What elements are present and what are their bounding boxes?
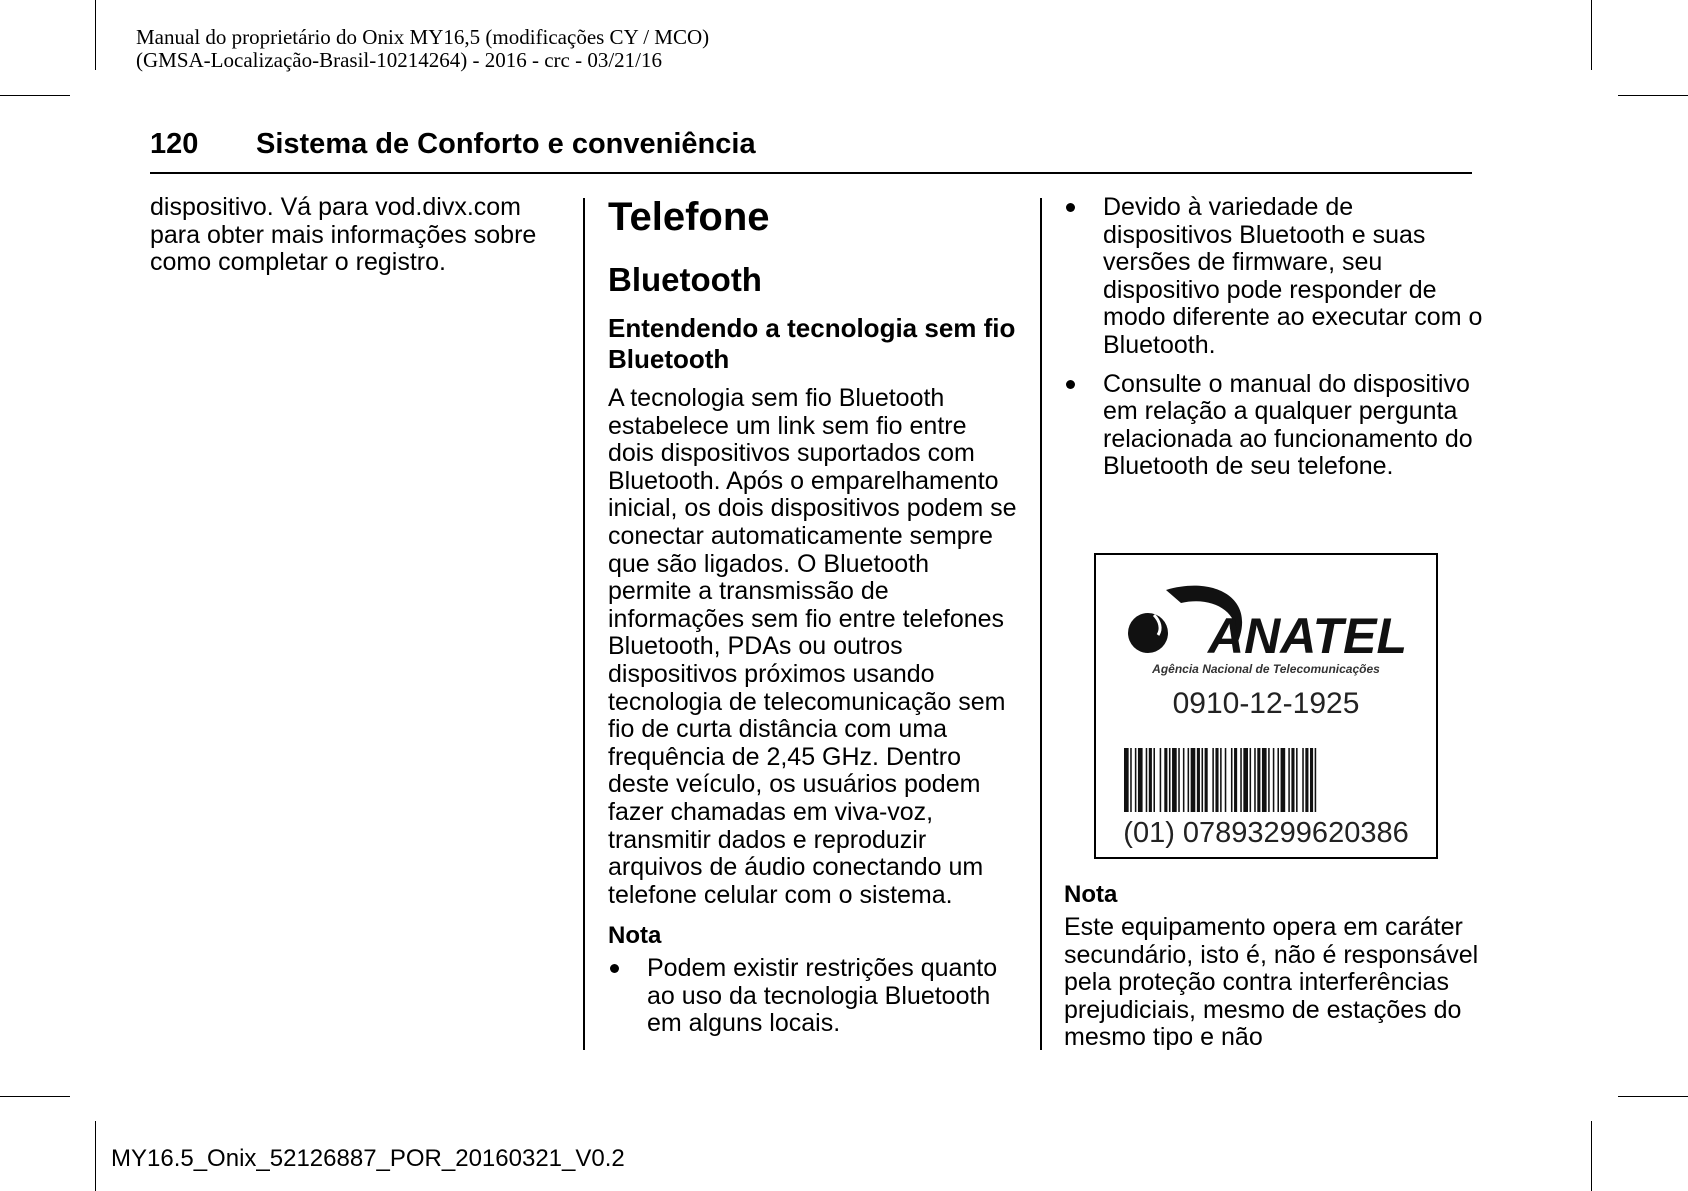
note-label: Nota	[608, 922, 662, 950]
barcode-bar	[1257, 748, 1260, 812]
section-heading: Bluetooth	[608, 261, 762, 298]
barcode-bar	[1169, 748, 1171, 812]
crop-mark	[1591, 0, 1592, 70]
barcode-bar	[1205, 748, 1208, 812]
barcode-bar	[1172, 748, 1177, 812]
crop-mark	[95, 0, 96, 70]
barcode-bar	[1254, 748, 1256, 812]
crop-mark	[0, 1096, 70, 1097]
barcode-bar	[1212, 748, 1214, 812]
barcode-bar	[1262, 748, 1267, 812]
section-title: Sistema de Conforto e conveniência	[256, 128, 756, 160]
note-label: Nota	[1064, 881, 1118, 908]
barcode-bar	[1202, 748, 1204, 812]
barcode-bar	[1183, 748, 1185, 812]
column-2	[608, 194, 1018, 1049]
note-paragraph: Este equipamento opera em caráter secundário, isto é, não é responsável pela proteção contra interferências prejudiciais, mesmo de estações do mesmo tipo e não	[1064, 913, 1479, 1052]
barcode-bar	[1164, 748, 1167, 812]
barcode-bar	[1291, 748, 1294, 812]
crop-mark	[95, 1121, 96, 1191]
barcode-bar	[1250, 748, 1252, 812]
anatel-label	[1094, 553, 1438, 859]
page-number: 120	[150, 128, 199, 160]
column-1	[150, 194, 550, 277]
barcode-bar	[1138, 748, 1143, 812]
anatel-label-figure	[1064, 540, 1478, 870]
barcode-bar	[1149, 748, 1152, 812]
barcode-bar	[1191, 748, 1196, 812]
barcode-bar	[1288, 748, 1290, 812]
barcode-bar	[1234, 748, 1237, 812]
column-divider	[583, 198, 585, 1050]
chapter-title: Telefone	[608, 195, 770, 239]
note-bullet-list	[608, 955, 1018, 1038]
barcode-bar	[1315, 748, 1317, 812]
anatel-circle-icon	[1128, 613, 1168, 653]
list-item: Consulte o manual do dispositivo em relação a qualquer pergunta relacionada ao funcionamento do Bluetooth de seu telefone.	[1064, 371, 1484, 481]
list-item: Devido à variedade de dispositivos Bluetooth e suas versões de firmware, seu dispositivo pode responder de modo diferente ao executar com o Bluetooth.	[1064, 194, 1484, 360]
barcode-bar	[1231, 748, 1233, 812]
barcode-bar	[1240, 748, 1242, 812]
print-header	[136, 26, 709, 72]
barcode-bar	[1225, 748, 1227, 812]
crop-mark	[1618, 1096, 1688, 1097]
print-header-line1: Manual do proprietário do Onix MY16,5 (modificações CY / MCO)	[136, 25, 710, 49]
continuation-paragraph: dispositivo. Vá para vod.divx.com para obter mais informações sobre como completar o registro.	[150, 193, 537, 277]
barcode-bar	[1243, 748, 1248, 812]
barcode-bar	[1277, 748, 1279, 812]
column-3-note	[1064, 880, 1484, 1052]
body-paragraph: A tecnologia sem fio Bluetooth estabelece um link sem fio entre dois dispositivos suportados com Bluetooth. Após o emparelhamento inicial, os dois dispositivos podem se conectar automaticamente sempre que são ligados. O Bluetooth permite a transmissão de informações sem fio entre telefones Bluetooth, PDAs ou outros dispositivos próximos usando tecnologia de telecomunicação sem fio de curta distância com uma frequência de 2,45 GHz. Dentro deste veículo, os usuários podem fazer chamadas em viva-voz, transmitir dados e reproduzir arquivos de áudio conectando um telefone celular com o sistema.	[608, 384, 1017, 909]
barcode-bar	[1268, 748, 1270, 812]
barcode-bar	[1178, 748, 1180, 812]
crop-mark	[1618, 95, 1688, 96]
crop-mark	[0, 95, 70, 96]
document-id: MY16.5_Onix_52126887_POR_20160321_V0.2	[111, 1145, 625, 1172]
barcode-bar	[1130, 748, 1132, 812]
barcode-bar	[1296, 748, 1298, 812]
barcode-bar	[1146, 748, 1148, 812]
barcode-bar	[1305, 748, 1308, 812]
barcode-bar	[1273, 748, 1275, 812]
bullet-list	[1064, 194, 1484, 481]
column-3	[1064, 194, 1484, 492]
barcode-bar	[1160, 748, 1162, 812]
agency-name: Agência Nacional de Telecomunicações	[1152, 662, 1380, 676]
crop-mark	[1591, 1121, 1592, 1191]
running-head	[150, 126, 1472, 174]
barcode	[1124, 748, 1410, 812]
list-item: Podem existir restrições quanto ao uso da tecnologia Bluetooth em alguns locais.	[608, 955, 1018, 1038]
barcode-bar	[1281, 748, 1286, 812]
print-header-line2: (GMSA-Localização-Brasil-10214264) - 2016 - crc - 03/21/16	[136, 48, 663, 72]
barcode-bar	[1215, 748, 1218, 812]
anatel-logo-text: ANATEL	[1208, 608, 1408, 664]
subsection-heading: Entendendo a tecnologia sem fio Bluetooth	[608, 313, 1016, 374]
barcode-bar	[1153, 748, 1155, 812]
barcode-bar	[1124, 748, 1129, 812]
barcode-bar	[1220, 748, 1222, 812]
barcode-bar	[1310, 748, 1313, 812]
barcode-bar	[1188, 748, 1190, 812]
barcode-number: (01) 07893299620386	[1123, 817, 1409, 849]
barcode-bar	[1302, 748, 1304, 812]
homologation-code: 0910-12-1925	[1172, 687, 1360, 720]
barcode-bar	[1197, 748, 1200, 812]
barcode-bar	[1135, 748, 1137, 812]
column-divider	[1040, 198, 1042, 1050]
anatel-logo	[1096, 555, 1436, 665]
